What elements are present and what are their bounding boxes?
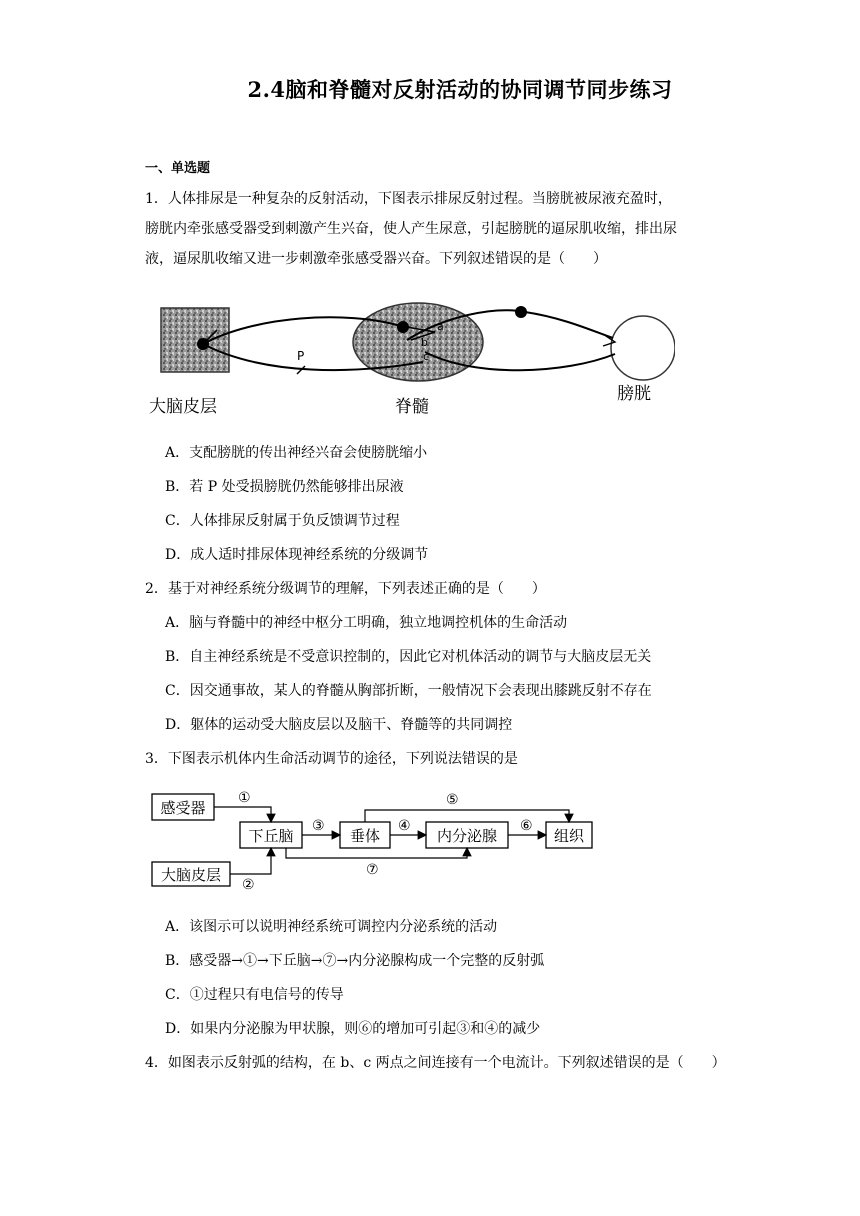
marker-6: ⑥ (520, 818, 533, 834)
urination-reflex-figure (145, 296, 675, 420)
q3-option-d: D．如果内分泌腺为甲状腺，则⑥的增加可引起③和④的减少 (165, 1021, 541, 1037)
page-title: 2.4脑和脊髓对反射活动的协同调节同步练习 (247, 77, 673, 102)
neuron-body (397, 321, 409, 333)
q3-option-c: C．①过程只有电信号的传导 (165, 987, 344, 1003)
q1-option-b: B．若 P 处受损膀胱仍然能够排出尿液 (165, 479, 404, 495)
box-tissue-label: 组织 (553, 827, 585, 845)
neuron-body (515, 306, 527, 318)
question-4-stem: 4．如图表示反射弧的结构，在 b、c 两点之间连接有一个电流计。下列叙述错误的是（ ） (145, 1055, 726, 1071)
label-c: c (423, 350, 430, 363)
marker-1: ① (238, 790, 251, 806)
q3-option-b: B．感受器→①→下丘脑→⑦→内分泌腺构成一个完整的反射弧 (165, 953, 545, 969)
q3-option-a: A．该图示可以说明神经系统可调控内分泌系统的活动 (165, 919, 498, 935)
neuron-body (197, 338, 209, 350)
q2-option-a: A．脑与脊髓中的神经中枢分工明确，独立地调控机体的生命活动 (165, 615, 568, 631)
q1-option-a: A．支配膀胱的传出神经兴奋会使膀胱缩小 (165, 445, 428, 461)
marker-4: ④ (398, 818, 411, 834)
question-1-stem (145, 184, 725, 274)
label-cerebral-cortex: 大脑皮层 (149, 397, 217, 417)
box-cerebral-cortex-label: 大脑皮层 (160, 866, 222, 884)
box-hypothalamus-label: 下丘脑 (248, 827, 294, 845)
box-pituitary-label: 垂体 (349, 827, 381, 845)
label-a: a (437, 320, 444, 333)
cerebral-cortex-block (161, 308, 229, 372)
bladder-circle (611, 316, 675, 380)
section-heading: 一、单选题 (145, 161, 211, 176)
question-1-line: 膀胱内牵张感受器受到刺激产生兴奋，使人产生尿意，引起膀胱的逼尿肌收缩，排出尿 (145, 221, 677, 237)
q2-option-b: B．自主神经系统是不受意识控制的，因此它对机体活动的调节与大脑皮层无关 (165, 649, 652, 665)
arrow-2 (230, 848, 271, 874)
label-p: P (297, 349, 305, 363)
arrow-5 (365, 810, 569, 822)
q1-option-d: D．成人适时排尿体现神经系统的分级调节 (165, 547, 429, 563)
q1-option-c: C．人体排尿反射属于负反馈调节过程 (165, 513, 400, 529)
marker-3: ③ (312, 818, 325, 834)
q2-option-c: C．因交通事故，某人的脊髓从胸部折断，一般情况下会表现出膝跳反射不存在 (165, 683, 652, 699)
label-bladder: 膀胱 (617, 384, 651, 404)
arrow-7 (286, 848, 467, 858)
regulation-pathway-figure (148, 786, 598, 890)
box-receptor-label: 感受器 (160, 799, 206, 817)
marker-5: ⑤ (446, 792, 459, 808)
question-2-stem: 2．基于对神经系统分级调节的理解，下列表述正确的是（ ） (145, 581, 546, 597)
box-endocrine-gland-label: 内分泌腺 (436, 827, 498, 845)
question-3-stem: 3．下图表示机体内生命活动调节的途径，下列说法错误的是 (145, 751, 518, 767)
arrow-1 (214, 807, 271, 822)
label-spinal-cord: 脊髓 (395, 397, 429, 417)
question-1-line: 1．人体排尿是一种复杂的反射活动，下图表示排尿反射过程。当膀胱被尿液充盈时， (145, 191, 672, 207)
q2-option-d: D．躯体的运动受大脑皮层以及脑干、脊髓等的共同调控 (165, 717, 513, 733)
marker-7: ⑦ (366, 862, 379, 878)
marker-2: ② (242, 877, 255, 890)
label-b: b (421, 336, 428, 349)
question-1-line: 液，逼尿肌收缩又进一步刺激牵张感受器兴奋。下列叙述错误的是（ ） (145, 251, 607, 267)
